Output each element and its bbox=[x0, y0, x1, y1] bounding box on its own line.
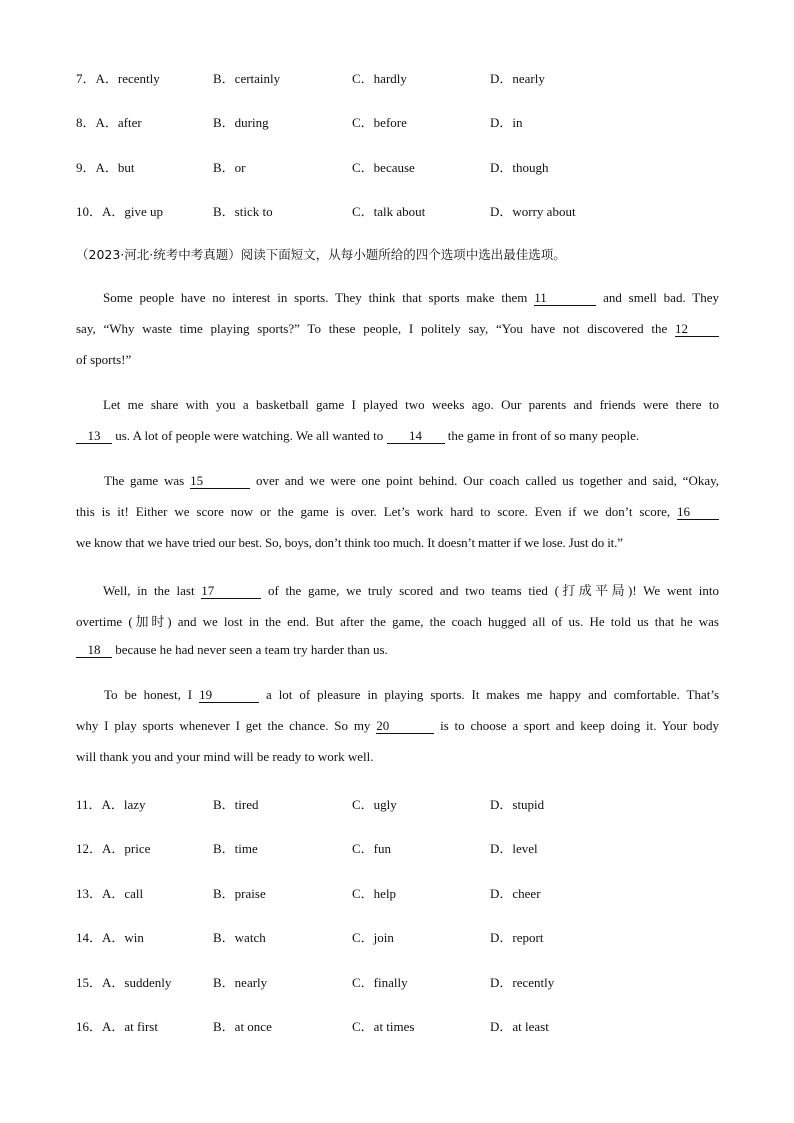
passage-p1-line1: Some people have no interest in sports. They think that sports make them 11 and smell bad. They bbox=[103, 290, 720, 305]
option-c: C．at times bbox=[352, 1019, 415, 1034]
passage-p5-line1: To be honest, I 19 a lot of pleasure in playing sports. It makes me happy and comfortable. That’s bbox=[104, 687, 720, 702]
option-a: 13．A．call bbox=[76, 886, 144, 901]
option-d: D．at least bbox=[490, 1019, 549, 1034]
option-b: B．certainly bbox=[213, 71, 281, 86]
blank-17: 17 bbox=[201, 584, 261, 599]
option-d: D．level bbox=[490, 841, 538, 856]
option-c: C．fun bbox=[352, 841, 392, 856]
option-b: B．nearly bbox=[213, 975, 268, 990]
option-d: D．worry about bbox=[490, 204, 576, 219]
blank-12: 12 bbox=[675, 322, 719, 337]
option-a: 9．A．but bbox=[76, 160, 135, 175]
option-b: B．during bbox=[213, 115, 269, 130]
option-b: B．watch bbox=[213, 930, 266, 945]
option-b: B．praise bbox=[213, 886, 266, 901]
option-d: D．cheer bbox=[490, 886, 541, 901]
blank-15: 15 bbox=[190, 474, 250, 489]
passage-p1-line3: of sports!” bbox=[76, 352, 132, 367]
blank-20: 20 bbox=[376, 719, 434, 734]
option-a: 12．A．price bbox=[76, 841, 151, 856]
blank-18: 18 bbox=[76, 643, 112, 658]
passage-p3-line1: The game was 15 over and we were one point behind. Our coach called us together and said, “Okay, bbox=[104, 473, 720, 488]
option-b: B．time bbox=[213, 841, 258, 856]
option-a: 16．A．at first bbox=[76, 1019, 158, 1034]
option-c: C．join bbox=[352, 930, 394, 945]
blank-13: 13 bbox=[76, 429, 112, 444]
blank-14: 14 bbox=[387, 429, 445, 444]
question-10 bbox=[76, 201, 726, 219]
option-c: C．help bbox=[352, 886, 397, 901]
blank-16: 16 bbox=[677, 505, 719, 520]
option-d: D．report bbox=[490, 930, 544, 945]
question-8 bbox=[76, 112, 726, 130]
passage-p1-line2: say, “Why waste time playing sports?” To these people, I politely say, “You have not discovered the 12 bbox=[76, 321, 719, 337]
option-b: B．tired bbox=[213, 797, 259, 812]
option-a: 15．A．suddenly bbox=[76, 975, 172, 990]
question-13 bbox=[76, 883, 726, 901]
option-a: 11．A．lazy bbox=[76, 797, 146, 812]
passage-p5-line3: will thank you and your mind will be ready to work well. bbox=[76, 749, 374, 764]
question-7 bbox=[76, 68, 726, 86]
question-11 bbox=[76, 794, 726, 812]
option-a: 14．A．win bbox=[76, 930, 144, 945]
option-a: 7．A．recently bbox=[76, 71, 160, 86]
passage-p4-line3: 18 because he had never seen a team try harder than us. bbox=[76, 642, 719, 658]
option-d: D．in bbox=[490, 115, 523, 130]
option-c: C．hardly bbox=[352, 71, 407, 86]
option-c: C．before bbox=[352, 115, 407, 130]
option-b: B．or bbox=[213, 160, 246, 175]
section-heading: （2023·河北·统考中考真题）阅读下面短文，从每小题所给的四个选项中选出最佳选项。 bbox=[76, 247, 566, 262]
blank-11: 11 bbox=[534, 291, 596, 306]
option-c: C．talk about bbox=[352, 204, 426, 219]
passage-p4-line2: overtime (加时) and we lost in the end. But after the game, the coach hugged all of us. He told us that he was bbox=[76, 614, 719, 629]
option-b: B．at once bbox=[213, 1019, 272, 1034]
question-12 bbox=[76, 838, 726, 856]
option-d: D．nearly bbox=[490, 71, 545, 86]
question-14 bbox=[76, 927, 726, 945]
passage-p3-line2: this is it! Either we score now or the game is over. Let’s work hard to score. Even if we don’t score, 16 bbox=[76, 504, 719, 520]
option-d: D．though bbox=[490, 160, 549, 175]
option-c: C．finally bbox=[352, 975, 408, 990]
option-c: C．ugly bbox=[352, 797, 397, 812]
option-c: C．because bbox=[352, 160, 415, 175]
question-15 bbox=[76, 972, 726, 990]
blank-19: 19 bbox=[199, 688, 259, 703]
question-9 bbox=[76, 157, 726, 175]
option-a: 8．A．after bbox=[76, 115, 142, 130]
passage-p2-line2: 13 us. A lot of people were watching. We all wanted to 14 the game in front of so many people. bbox=[76, 428, 719, 444]
passage-p3-line3: we know that we have tried our best. So, boys, don’t think too much. It doesn’t matter if we lose. Just do it.” bbox=[76, 535, 623, 550]
option-a: 10．A．give up bbox=[76, 204, 164, 219]
passage-p4-line1: Well, in the last 17 of the game, we truly scored and two teams tied (打成平局)! We went into bbox=[103, 583, 719, 598]
question-16 bbox=[76, 1016, 726, 1034]
option-d: D．recently bbox=[490, 975, 555, 990]
passage-p5-line2: why I play sports whenever I get the chance. So my 20 is to choose a sport and keep doing it. Your body bbox=[76, 718, 720, 733]
passage-p2-line1: Let me share with you a basketball game I played two weeks ago. Our parents and friends were there to bbox=[103, 397, 719, 412]
option-b: B．stick to bbox=[213, 204, 273, 219]
option-d: D．stupid bbox=[490, 797, 545, 812]
